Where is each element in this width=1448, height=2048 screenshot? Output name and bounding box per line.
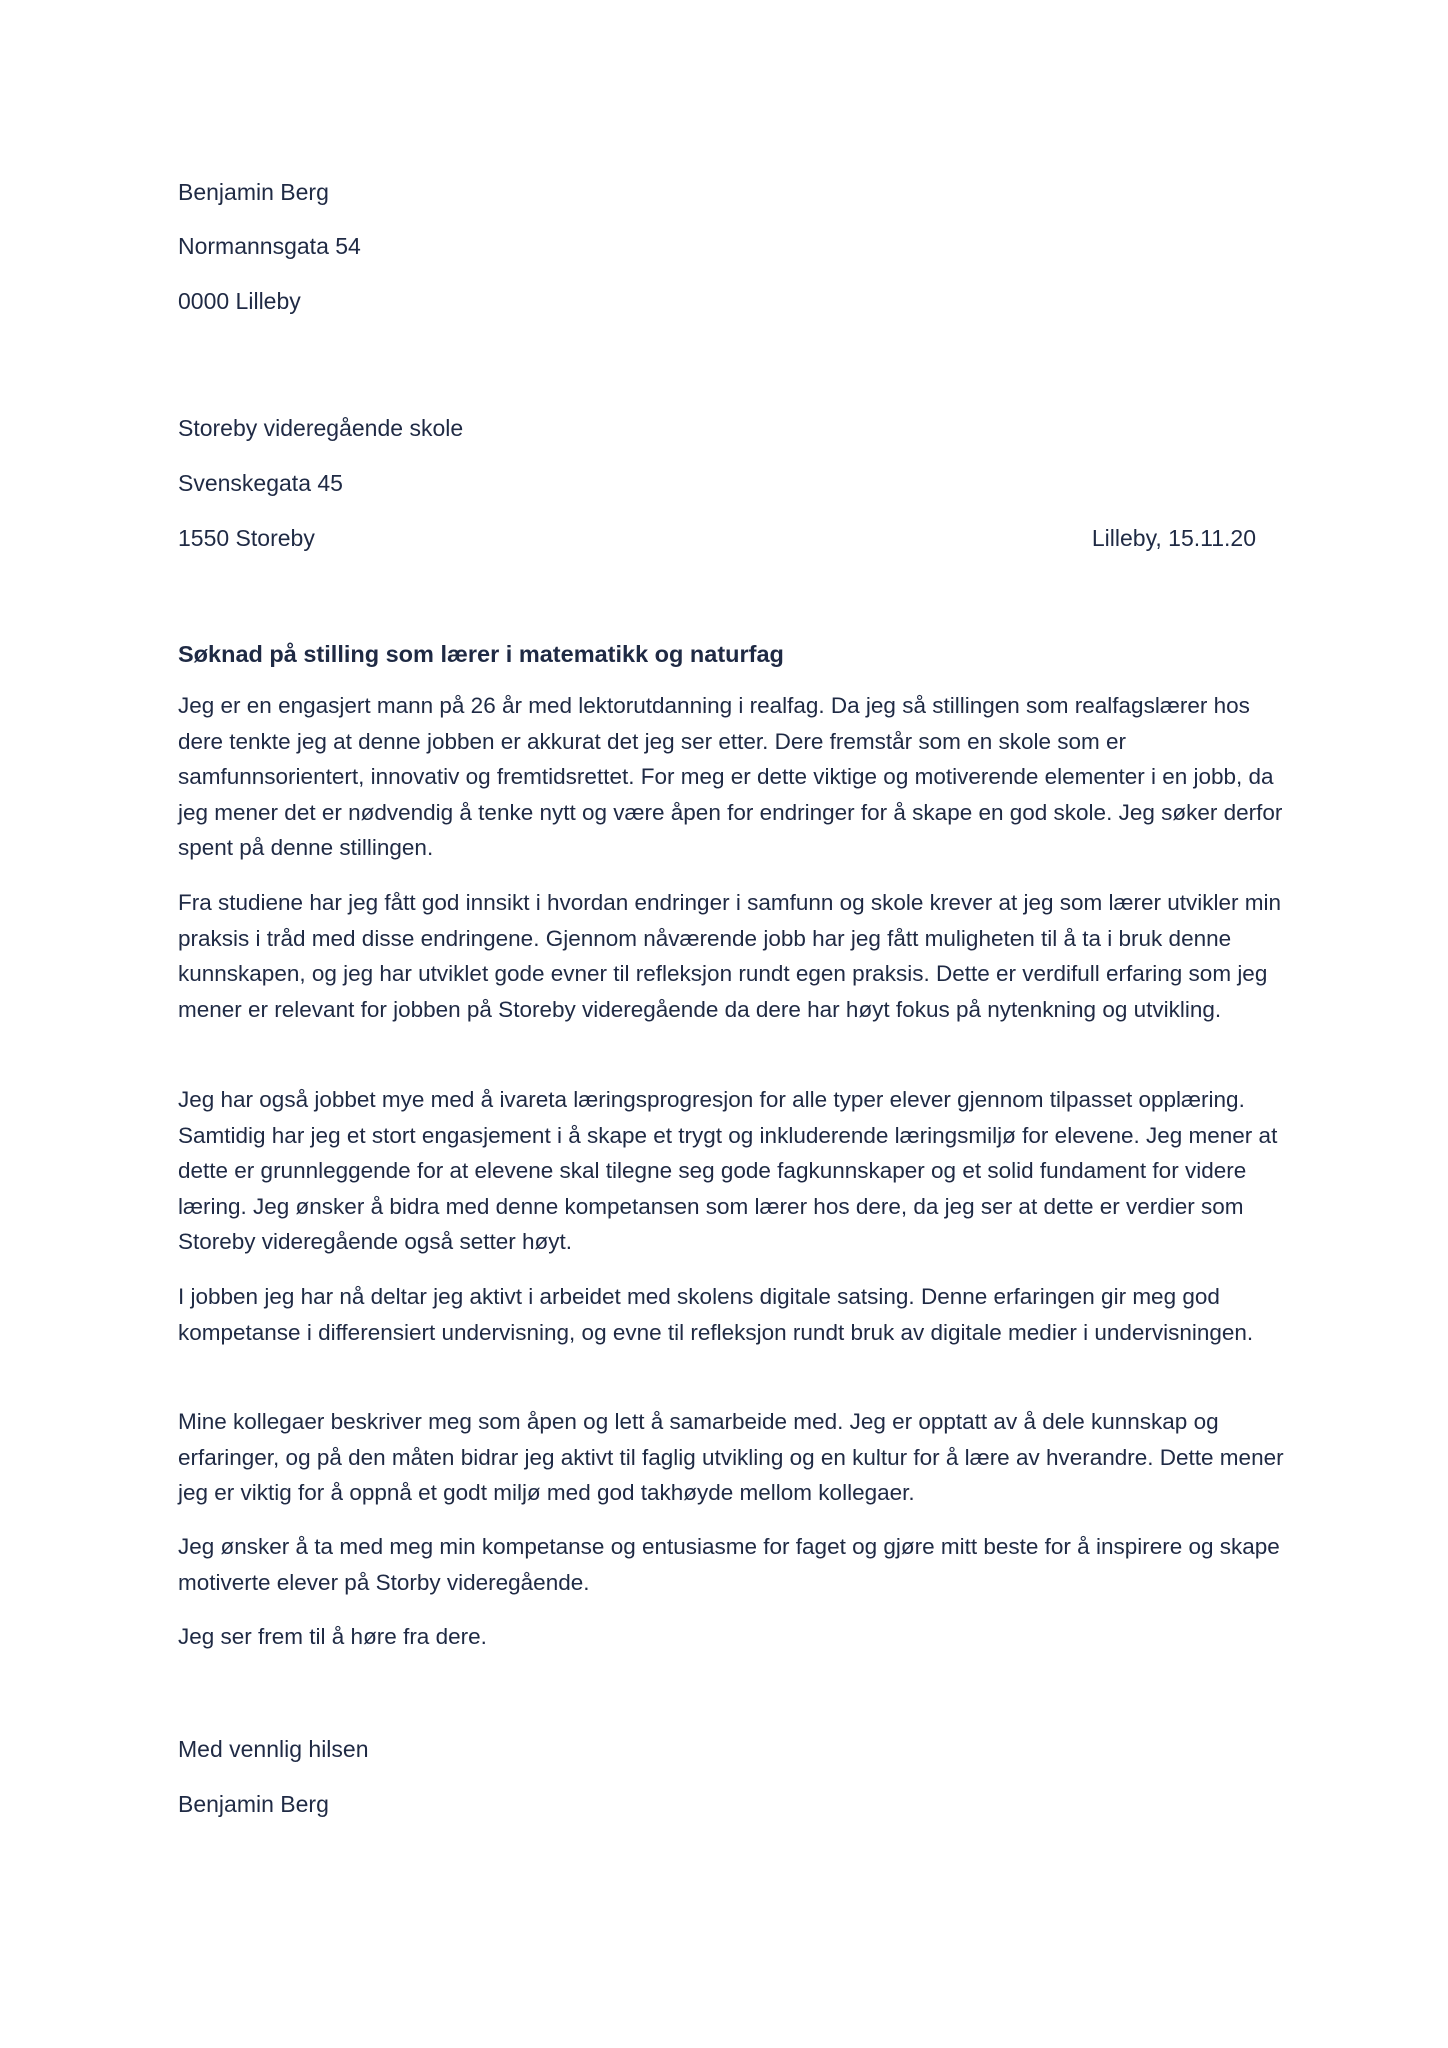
sender-postal: 0000 Lilleby [178,288,301,314]
body-paragraph-4: I jobben jeg har nå deltar jeg aktivt i arbeidet med skolens digitale satsing. Denne erfaringen gir meg god kompetanse i differensiert undervisning, og evne til refleksjon rundt bruk av digitale medier i undervisningen. [178,1284,1254,1345]
letter-date: Lilleby, 15.11.20 [1091,525,1256,551]
body-paragraph-6: Jeg ønsker å ta med meg min kompetanse og entusiasme for faget og gjøre mitt beste for å inspirere og skape motiverte elever på Storby videregående. [178,1534,1280,1595]
signature-name: Benjamin Berg [178,1791,329,1817]
recipient-name: Storeby videregående skole [178,415,464,441]
body-paragraph-5: Mine kollegaer beskriver meg som åpen og lett å samarbeide med. Jeg er opptatt av å dele kunnskap og erfaringer, og på den måten bidrar jeg aktivt til faglig utvikling og en kultur for å lære av hverandre. Dette mener jeg er viktig for å oppnå et godt miljø med god takhøyde mellom kollegaer. [178,1409,1284,1505]
body-paragraph-3: Jeg har også jobbet mye med å ivareta læringsprogresjon for alle typer elever gjennom tilpasset opplæring. Samtidig har jeg et stort engasjement i å skape et trygt og inkluderende læringsmiljø for elevene. Jeg mener at dette er grunnleggende for at elevene skal tilegne seg gode fagkunnskaper og et solid fundament for videre læring. Jeg ønsker å bidra med denne kompetansen som lærer hos dere, da jeg ser at dette er verdier som Storeby videregående også setter høyt. [178,1087,1278,1254]
recipient-postal: 1550 Storeby [178,525,315,551]
body-paragraph-1: Jeg er en engasjert mann på 26 år med lektorutdanning i realfag. Da jeg så stillingen som realfagslærer hos dere tenkte jeg at denne jobben er akkurat det jeg ser etter. Dere fremstår som en skole som er samfunnsorientert, innovativ og fremtidsrettet. For meg er dette viktige og motiverende elementer i en jobb, da jeg mener det er nødvendig å tenke nytt og være åpen for endringer for å skape en god skole. Jeg søker derfor spent på denne stillingen. [178,693,1283,860]
body-paragraph-2: Fra studiene har jeg fått god innsikt i hvordan endringer i samfunn og skole krever at jeg som lærer utvikler min praksis i tråd med disse endringene. Gjennom nåværende jobb har jeg fått muligheten til å ta i bruk denne kunnskapen, og jeg har utviklet gode evner til refleksjon rundt egen praksis. Dette er verdifull erfaring som jeg mener er relevant for jobben på Storeby videregående da dere har høyt fokus på nytenkning og utvikling. [178,890,1282,1022]
body-paragraph-7: Jeg ser frem til å høre fra dere. [178,1624,487,1649]
letter-subject: Søknad på stilling som lærer i matematikk og naturfag [178,641,784,667]
closing-text: Med vennlig hilsen [178,1736,369,1762]
sender-name: Benjamin Berg [178,179,329,205]
recipient-street: Svenskegata 45 [178,470,343,496]
sender-street: Normannsgata 54 [178,233,361,259]
